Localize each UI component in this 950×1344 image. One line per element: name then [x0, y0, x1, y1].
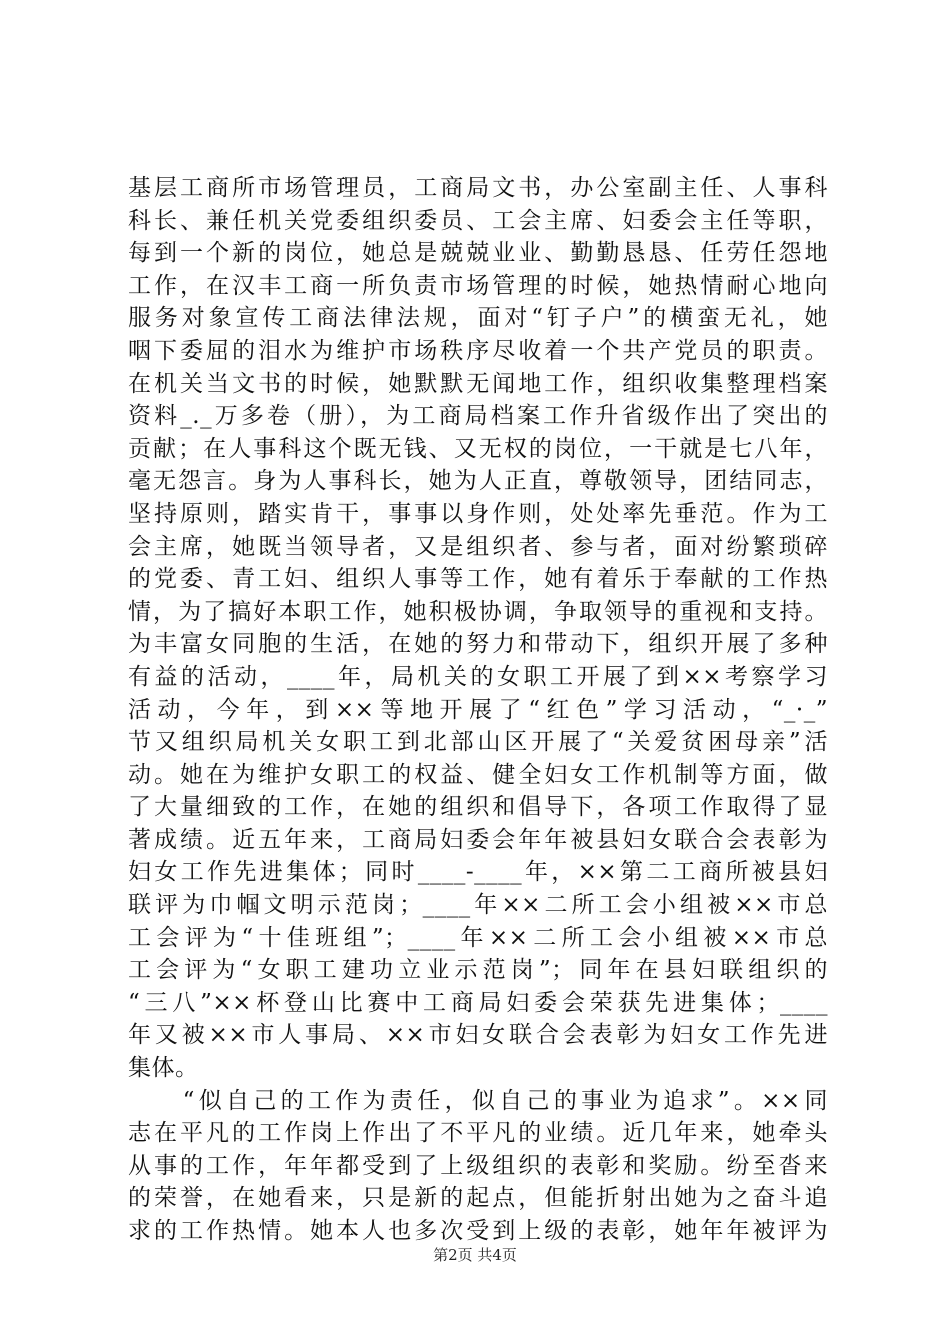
text-line: 情，为了搞好本职工作，她积极协调，争取领导的重视和支持。	[128, 598, 828, 625]
text-line: 工作，在汉丰工商一所负责市场管理的时候，她热情耐心地向	[128, 272, 828, 299]
text-line: “似自己的工作为责任，似自己的事业为追求”。××同	[128, 1087, 828, 1114]
text-line: 的党委、青工妇、组织人事等工作，她有着乐于奉献的工作热	[128, 566, 828, 593]
text-line: 资料_._万多卷（册），为工商局档案工作升省级作出了突出的	[128, 403, 828, 430]
text-line: 贡献；在人事科这个既无钱、又无权的岗位，一干就是七八年，	[128, 435, 828, 462]
text-line: 毫无怨言。身为人事科长，她为人正直，尊敬领导，团结同志，	[128, 468, 828, 495]
text-line: 集体。	[128, 1055, 199, 1082]
text-line: 基层工商所市场管理员，工商局文书，办公室副主任、人事科	[128, 175, 828, 201]
body-text	[128, 172, 828, 1248]
page-footer: 第2页 共4页	[433, 1246, 517, 1264]
text-line: 妇女工作先进集体；同时____-____年，××第二工商所被县妇	[128, 859, 828, 886]
text-line: 工会评为“女职工建功立业示范岗”；同年在县妇联组织的	[128, 957, 828, 984]
text-line: 活动，今年，到××等地开展了“红色”学习活动，“_·_”	[128, 696, 828, 723]
text-line: 年又被××市人事局、××市妇女联合会表彰为妇女工作先进	[128, 1022, 828, 1049]
text-line: 动。她在为维护女职工的权益、健全妇女工作机制等方面，做	[128, 761, 828, 788]
text-line: “三八”××杯登山比赛中工商局妇委会荣获先进集体；____	[128, 989, 828, 1016]
text-line: 会主席，她既当领导者，又是组织者、参与者，面对纷繁琐碎	[128, 533, 828, 560]
text-line: 节又组织局机关女职工到北部山区开展了“关爱贫困母亲”活	[128, 729, 828, 756]
text-line: 在机关当文书的时候，她默默无闻地工作，组织收集整理档案	[128, 370, 828, 397]
text-line: 的荣誉，在她看来，只是新的起点，但能折射出她为之奋斗追	[128, 1185, 828, 1212]
text-line: 每到一个新的岗位，她总是兢兢业业、勤勤恳恳、任劳任怨地	[128, 240, 828, 267]
text-line: 志在平凡的工作岗上作出了不平凡的业绩。近几年来，她牵头	[128, 1120, 828, 1147]
text-line: 了大量细致的工作，在她的组织和倡导下，各项工作取得了显	[128, 794, 828, 821]
text-line: 工会评为“十佳班组”；____年××二所工会小组被××市总	[128, 924, 828, 951]
text-line: 有益的活动，____年，局机关的女职工开展了到××考察学习	[128, 663, 828, 690]
text-line: 求的工作热情。她本人也多次受到上级的表彰，她年年被评为	[128, 1218, 828, 1244]
text-line: 科长、兼任机关党委组织委员、工会主席、妇委会主任等职，	[128, 207, 828, 234]
text-line: 服务对象宣传工商法律法规，面对“钉子户”的横蛮无礼，她	[128, 305, 828, 332]
text-line: 联评为巾帼文明示范岗；____年××二所工会小组被××市总	[128, 892, 828, 919]
text-line: 坚持原则，踏实肯干，事事以身作则，处处率先垂范。作为工	[128, 500, 828, 527]
text-line: 著成绩。近五年来，工商局妇委会年年被县妇女联合会表彰为	[128, 826, 828, 853]
text-line: 咽下委屈的泪水为维护市场秩序尽收着一个共产党员的职责。	[128, 337, 828, 364]
text-line: 从事的工作，年年都受到了上级组织的表彰和奖励。纷至沓来	[128, 1152, 828, 1179]
text-line: 为丰富女同胞的生活，在她的努力和带动下，组织开展了多种	[128, 631, 828, 658]
